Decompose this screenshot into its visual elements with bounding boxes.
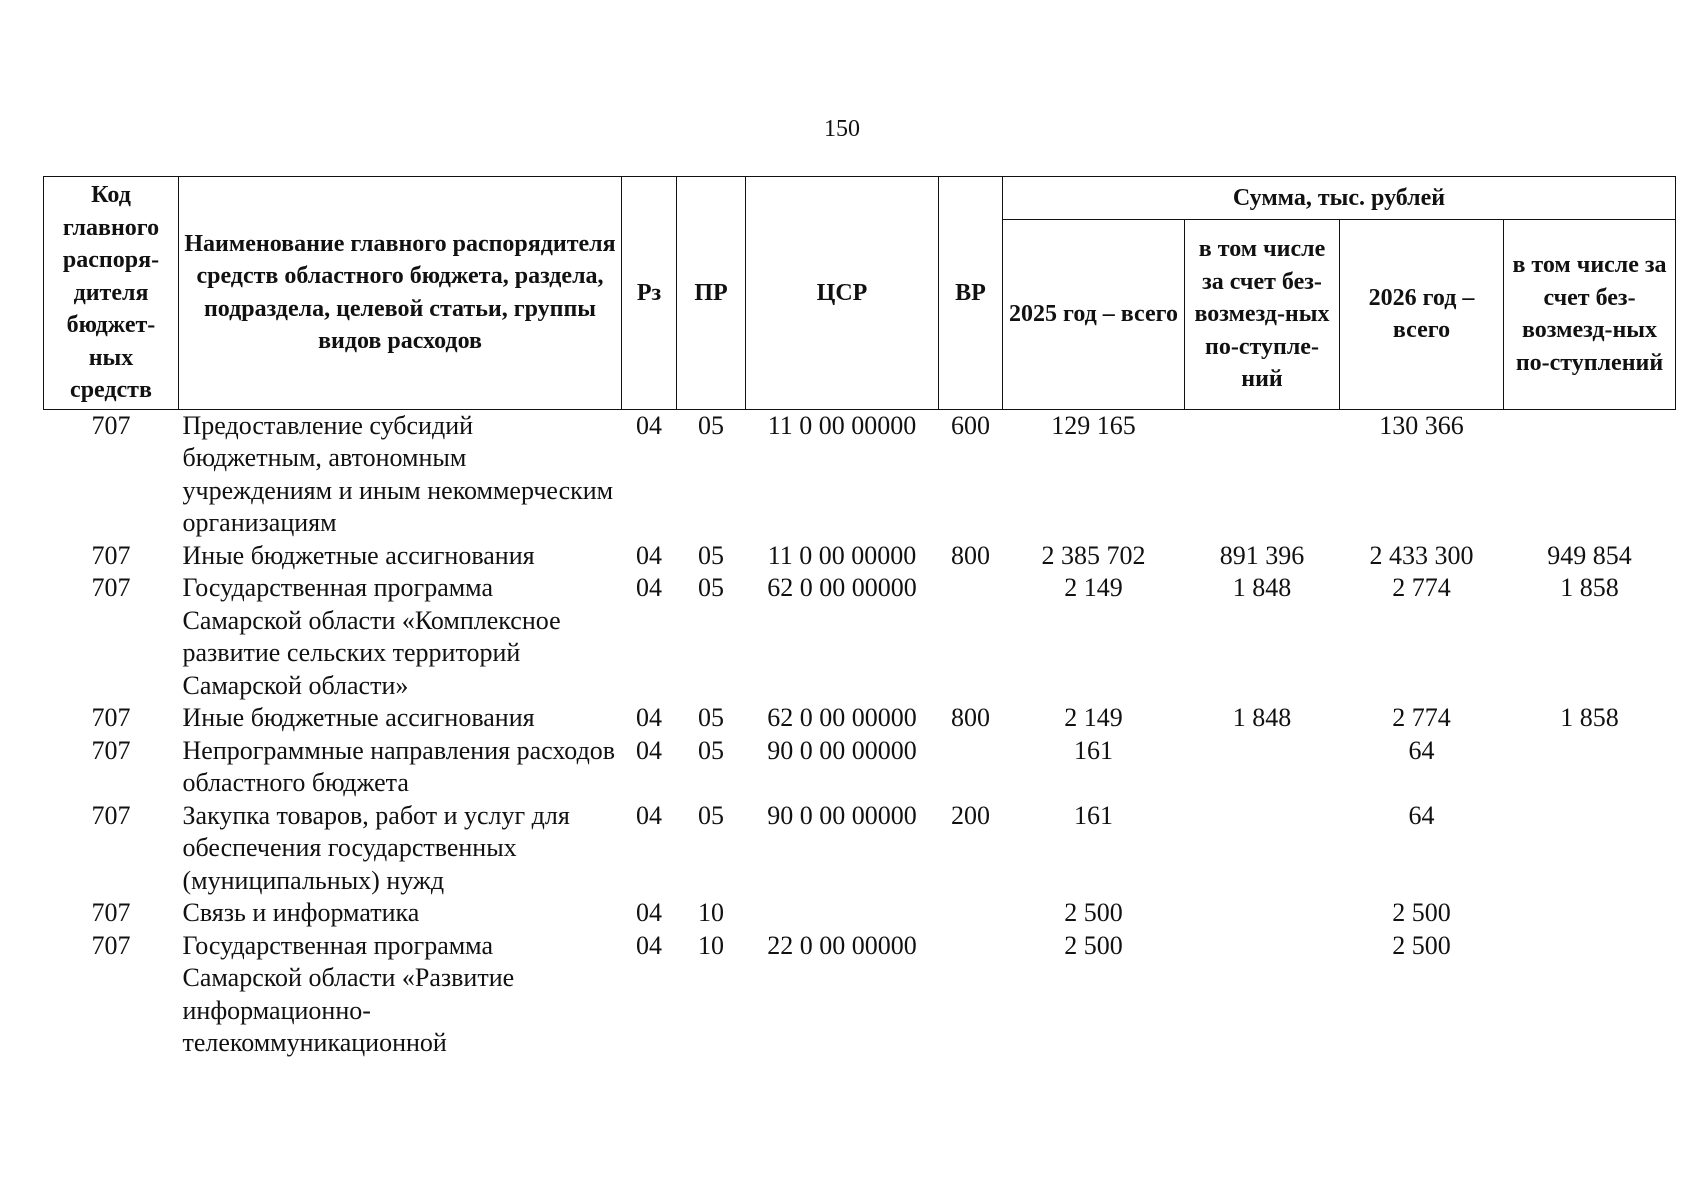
cell-2025-grants: 1 848: [1232, 703, 1292, 732]
cell-2026-total: 130 366: [1379, 410, 1464, 440]
cell-csr: 11 0 00 00000: [767, 540, 917, 570]
cell-vr: 800: [951, 703, 990, 732]
cell-name: Непрограммные направления расходов областного бюджета: [182, 735, 616, 797]
cell-2026-grants: [1504, 930, 1676, 1060]
cell-name: Иные бюджетные ассигнования: [182, 540, 535, 570]
cell-vr: [939, 735, 1003, 800]
table-row: [44, 702, 1676, 735]
cell-2026-total: 2 500: [1392, 898, 1451, 927]
cell-name: Связь и информатика: [182, 898, 420, 927]
cell-name: Предоставление субсидий бюджетным, автономным учреждениям и иным некоммерческим организациям: [182, 410, 614, 537]
cell-pr: 10: [698, 930, 724, 960]
cell-csr: 22 0 00 00000: [767, 930, 917, 960]
cell-csr: 62 0 00 00000: [767, 573, 917, 602]
cell-rz: 04: [636, 800, 662, 830]
table-header: [44, 177, 1676, 410]
cell-csr: 62 0 00 00000: [767, 703, 917, 732]
cell-2025-total: 161: [1074, 735, 1113, 765]
table-row: [44, 572, 1676, 702]
table-row: [44, 409, 1676, 540]
cell-code: 707: [91, 540, 131, 570]
cell-rz: 04: [636, 540, 662, 570]
cell-rz: 04: [636, 410, 662, 440]
table-body: [44, 409, 1676, 1060]
cell-2025-grants: [1185, 409, 1340, 540]
cell-2025-grants: [1185, 930, 1340, 1060]
header-2025-total: 2025 год – всего: [1003, 220, 1185, 410]
cell-2026-grants: 949 854: [1547, 540, 1632, 570]
cell-code: 707: [91, 930, 131, 960]
header-sum-group: Сумма, тыс. рублей: [1003, 177, 1676, 220]
cell-2026-total: 64: [1408, 735, 1435, 765]
cell-2026-total: 2 500: [1392, 930, 1451, 960]
cell-2026-grants: [1504, 735, 1676, 800]
cell-code: 707: [91, 800, 131, 830]
cell-2026-total: 2 774: [1392, 703, 1451, 732]
table-row: [44, 540, 1676, 573]
cell-rz: 04: [636, 735, 662, 765]
cell-pr: 05: [698, 540, 724, 570]
cell-code: 707: [91, 703, 131, 732]
header-2026-grants: в том числе за счет без-возмезд-ных по-ступлений: [1504, 220, 1676, 410]
cell-2026-total: 2 774: [1392, 573, 1451, 602]
cell-vr: [939, 572, 1003, 702]
cell-vr: [939, 930, 1003, 1060]
cell-2025-grants: 891 396: [1219, 540, 1305, 570]
table-row: [44, 800, 1676, 898]
header-name: Наименование главного распорядителя средств областного бюджета, раздела, подраздела, целевой статьи, группы видов расходов: [179, 177, 622, 410]
header-code: Код главного распоря-дителя бюджет-ных средств: [44, 177, 179, 410]
cell-code: 707: [91, 898, 131, 927]
cell-rz: 04: [636, 703, 662, 732]
cell-pr: 05: [698, 573, 724, 602]
cell-2025-total: 2 500: [1064, 898, 1123, 927]
cell-vr: [939, 897, 1003, 930]
cell-csr: 90 0 00 00000: [767, 735, 917, 765]
cell-code: 707: [91, 735, 131, 765]
cell-2026-total: 64: [1408, 800, 1435, 830]
cell-2025-total: 161: [1074, 800, 1113, 830]
cell-name: Иные бюджетные ассигнования: [182, 703, 535, 732]
cell-name: Государственная программа Самарской области «Развитие информационно-телекоммуникационной: [182, 930, 515, 1057]
cell-csr: [746, 897, 939, 930]
cell-2026-total: 2 433 300: [1369, 540, 1474, 570]
cell-2025-grants: [1185, 800, 1340, 898]
table-row: [44, 930, 1676, 1060]
cell-2026-grants: 1 858: [1560, 703, 1619, 732]
header-2026-total: 2026 год – всего: [1340, 220, 1504, 410]
cell-vr: 600: [951, 410, 990, 440]
header-csr: ЦСР: [746, 177, 939, 410]
cell-2025-total: 2 385 702: [1041, 540, 1146, 570]
cell-csr: 90 0 00 00000: [767, 800, 917, 830]
cell-2025-grants: [1185, 735, 1340, 800]
cell-rz: 04: [636, 898, 662, 927]
cell-2025-total: 2 500: [1064, 930, 1123, 960]
cell-2026-grants: [1504, 800, 1676, 898]
cell-vr: 800: [951, 540, 990, 570]
table-row: [44, 897, 1676, 930]
cell-rz: 04: [636, 930, 662, 960]
cell-pr: 05: [698, 410, 724, 440]
cell-csr: 11 0 00 00000: [767, 410, 917, 440]
cell-2026-grants: [1504, 897, 1676, 930]
budget-table: [43, 176, 1676, 1060]
cell-pr: 05: [698, 800, 724, 830]
cell-2025-total: 129 165: [1051, 410, 1136, 440]
cell-name: Закупка товаров, работ и услуг для обеспечения государственных (муниципальных) нужд: [182, 800, 570, 895]
cell-vr: 200: [951, 800, 990, 830]
cell-name: Государственная программа Самарской области «Комплексное развитие сельских территорий Самарской области»: [182, 573, 561, 700]
cell-2025-grants: 1 848: [1232, 573, 1292, 602]
cell-pr: 10: [698, 898, 724, 927]
header-pr: ПР: [677, 177, 746, 410]
page-number: 150: [824, 116, 860, 142]
header-vr: ВР: [939, 177, 1003, 410]
cell-rz: 04: [636, 573, 662, 602]
cell-code: 707: [91, 573, 131, 602]
table-row: [44, 735, 1676, 800]
cell-2025-total: 2 149: [1064, 703, 1123, 732]
cell-pr: 05: [698, 703, 724, 732]
header-2025-grants: в том числе за счет без-возмезд-ных по-ступле-ний: [1185, 220, 1340, 410]
cell-2025-total: 2 149: [1064, 573, 1123, 602]
cell-code: 707: [91, 410, 131, 440]
cell-pr: 05: [698, 735, 724, 765]
header-rz: Рз: [622, 177, 677, 410]
cell-2025-grants: [1185, 897, 1340, 930]
cell-2026-grants: 1 858: [1560, 573, 1619, 602]
cell-2026-grants: [1504, 409, 1676, 540]
